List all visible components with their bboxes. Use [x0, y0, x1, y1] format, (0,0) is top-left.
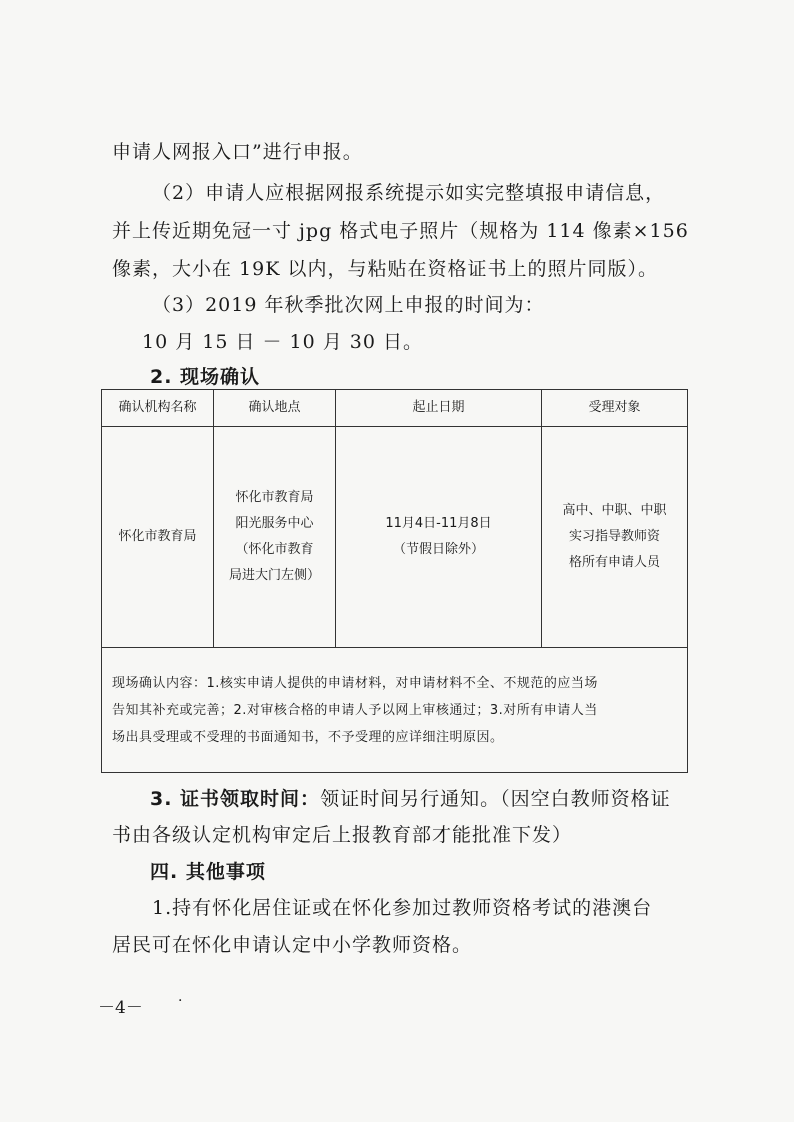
header-dates: 起止日期 — [336, 390, 542, 427]
intro-line-3: 并上传近期免冠一寸 jpg 格式电子照片（规格为 114 像素×156 — [112, 220, 689, 242]
section-3-line-2: 书由各级认定机构审定后上报教育部才能批准下发） — [112, 824, 573, 846]
cell-agency: 怀化市教育局 — [102, 427, 214, 648]
section-3-text: 领证时间另行通知。（因空白教师资格证 — [320, 788, 671, 810]
section-4-line-1: 1.持有怀化居住证或在怀化参加过教师资格考试的港澳台 — [152, 897, 653, 919]
location-line: 局进大门左侧） — [228, 568, 320, 583]
table-note-row — [102, 648, 688, 773]
section-2-heading: 2. 现场确认 — [150, 366, 261, 388]
dates-line: （节假日除外） — [392, 542, 484, 557]
location-line: 阳光服务中心 — [235, 516, 314, 531]
intro-line-6: 10 月 15 日 － 10 月 30 日。 — [142, 331, 424, 353]
note-line: 告知其补充或完善；2.对审核合格的申请人予以网上审核通过；3.对所有申请人当 — [112, 702, 598, 718]
dates-line: 11月4日-11月8日 — [385, 516, 492, 531]
header-location: 确认地点 — [214, 390, 336, 427]
table-row — [102, 427, 688, 648]
note-line: 现场确认内容：1.核实申请人提供的申请材料，对申请材料不全、不规范的应当场 — [112, 675, 598, 691]
section-3-line-1 — [150, 784, 671, 811]
intro-line-1: 申请人网报入口”进行申报。 — [112, 141, 363, 163]
page-number: －4－ — [98, 998, 143, 1018]
header-targets: 受理对象 — [542, 390, 688, 427]
cell-targets — [542, 427, 688, 648]
confirmation-table — [101, 389, 688, 773]
intro-line-4: 像素，大小在 19K 以内，与粘贴在资格证书上的照片同版）。 — [112, 258, 658, 280]
table-header-row — [102, 390, 688, 427]
cell-dates — [336, 427, 542, 648]
page-mark: · — [178, 993, 183, 1009]
note-line: 场出具受理或不受理的书面通知书，不予受理的应详细注明原因。 — [112, 729, 504, 745]
targets-line: 高中、中职、中职 — [562, 503, 667, 518]
section-3-heading: 3. 证书领取时间： — [150, 788, 321, 810]
targets-line: 实习指导教师资 — [568, 529, 660, 544]
location-line: （怀化市教育 — [235, 542, 314, 557]
location-line: 怀化市教育局 — [235, 490, 314, 505]
cell-location — [214, 427, 336, 648]
intro-line-5: （3）2019 年秋季批次网上申报的时间为： — [152, 294, 545, 316]
intro-line-2: （2）申请人应根据网报系统提示如实完整填报申请信息， — [152, 182, 666, 204]
section-4-line-2: 居民可在怀化申请认定中小学教师资格。 — [112, 934, 473, 956]
cell-note — [102, 648, 688, 773]
header-agency: 确认机构名称 — [102, 390, 214, 427]
targets-line: 格所有申请人员 — [568, 555, 660, 570]
section-4-heading: 四. 其他事项 — [150, 861, 266, 883]
